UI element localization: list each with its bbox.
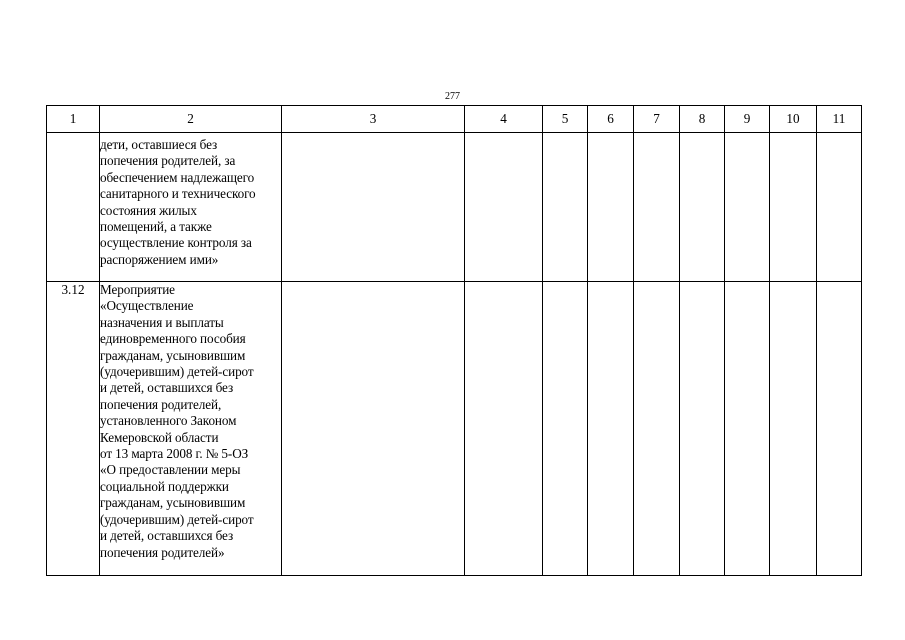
column-header-3: 3 xyxy=(282,106,465,133)
column-header-2: 2 xyxy=(100,106,282,133)
empty-cell xyxy=(543,282,588,576)
empty-cell xyxy=(543,133,588,282)
empty-cell xyxy=(634,133,680,282)
row-number-cell xyxy=(47,133,100,282)
empty-cell xyxy=(817,282,862,576)
program-table xyxy=(46,105,862,576)
empty-cell xyxy=(282,133,465,282)
empty-cell xyxy=(680,282,725,576)
column-header-4: 4 xyxy=(465,106,543,133)
column-header-9: 9 xyxy=(725,106,770,133)
column-header-7: 7 xyxy=(634,106,680,133)
column-header-1: 1 xyxy=(47,106,100,133)
column-header-8: 8 xyxy=(680,106,725,133)
column-header-10: 10 xyxy=(770,106,817,133)
empty-cell xyxy=(588,282,634,576)
table-row xyxy=(47,282,862,576)
page-number: 277 xyxy=(445,91,460,102)
column-header-5: 5 xyxy=(543,106,588,133)
empty-cell xyxy=(725,133,770,282)
empty-cell xyxy=(680,133,725,282)
row-number-cell: 3.12 xyxy=(47,282,100,576)
empty-cell xyxy=(634,282,680,576)
row-description-cell: Мероприятие «Осуществление назначения и выплаты единовременного пособия гражданам, усыновившим (удочерившим) детей-сирот и детей, оставшихся без попечения родителей, установленного Законом Кемеровской области от 13 марта 2008 г. № 5-ОЗ «О предоставлении меры социальной поддержки гражданам, усыновившим (удочерившим) детей-сирот и детей, оставшихся без попечения родителей» xyxy=(100,282,282,576)
row-description-cell: дети, оставшиеся без попечения родителей, за обеспечением надлежащего санитарного и технического состояния жилых помещений, а также осуществление контроля за распоряжением ими» xyxy=(100,133,282,282)
empty-cell xyxy=(282,282,465,576)
empty-cell xyxy=(770,133,817,282)
column-header-11: 11 xyxy=(817,106,862,133)
table-row xyxy=(47,133,862,282)
empty-cell xyxy=(588,133,634,282)
empty-cell xyxy=(725,282,770,576)
column-header-6: 6 xyxy=(588,106,634,133)
table-header-row xyxy=(47,106,862,133)
empty-cell xyxy=(465,282,543,576)
empty-cell xyxy=(465,133,543,282)
empty-cell xyxy=(817,133,862,282)
empty-cell xyxy=(770,282,817,576)
